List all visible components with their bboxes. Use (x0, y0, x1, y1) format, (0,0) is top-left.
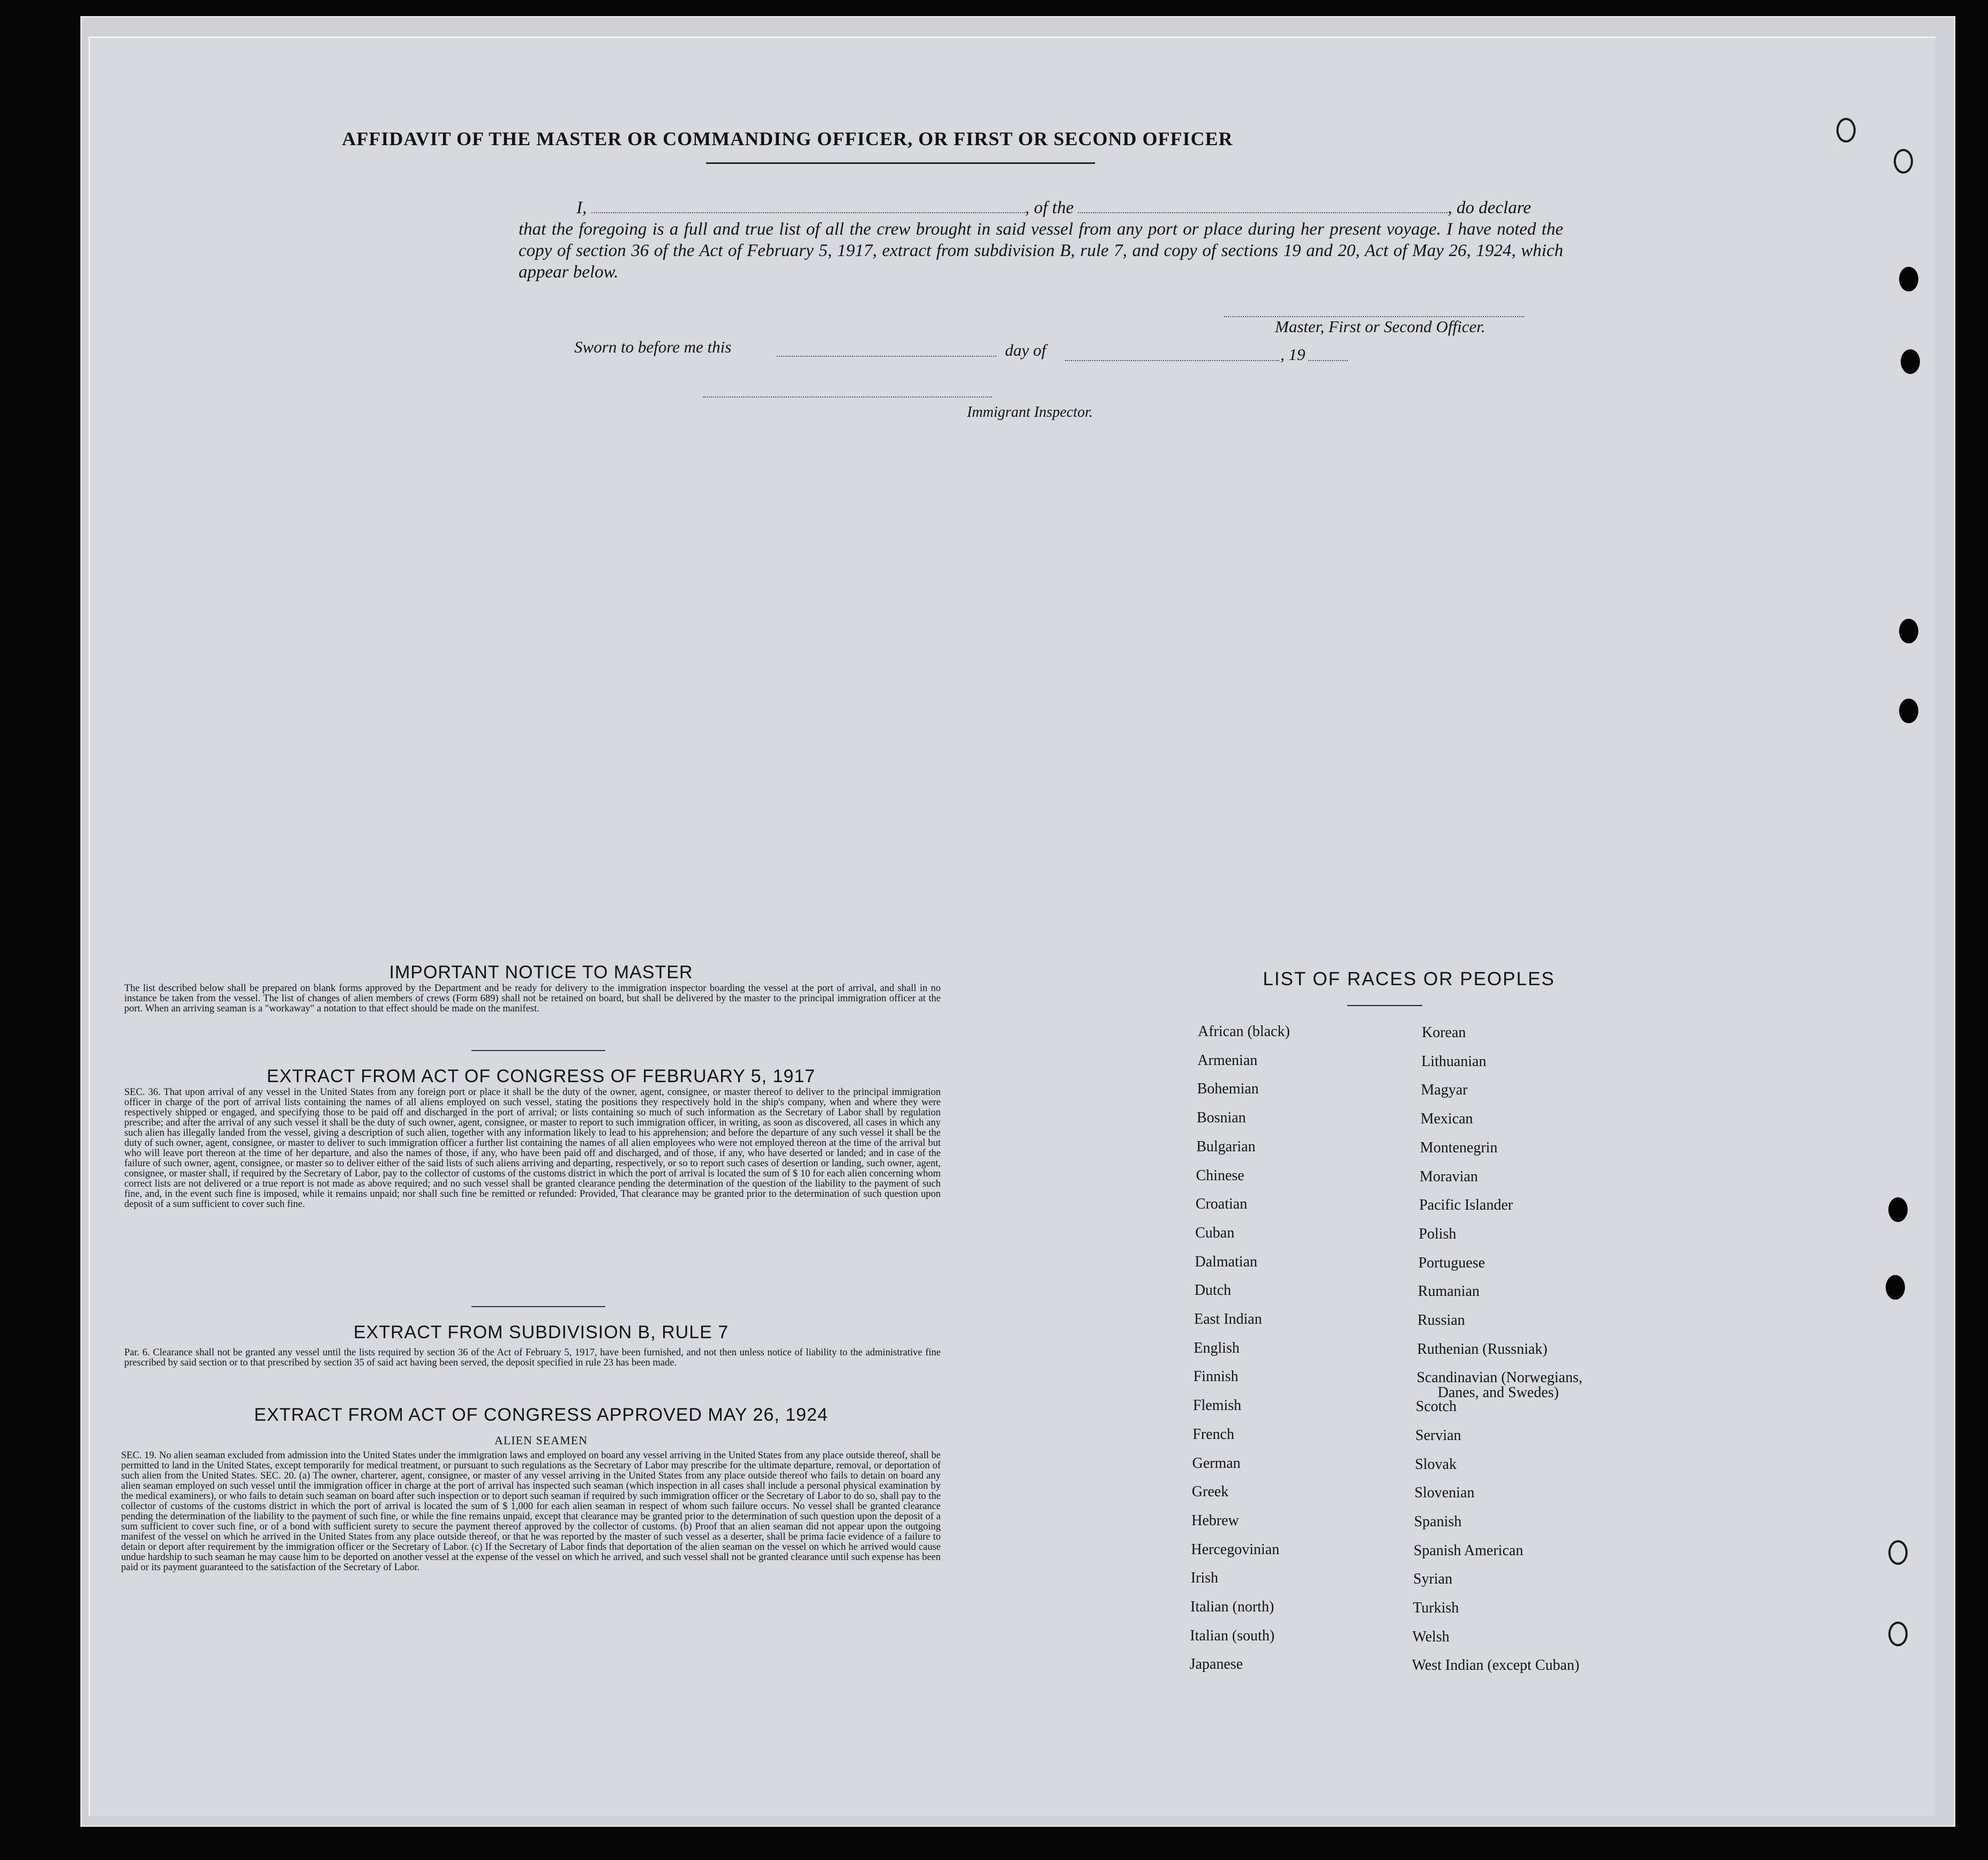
race-entry: Dutch (1194, 1282, 1232, 1299)
race-entry: Ruthenian (Russniak) (1417, 1340, 1548, 1358)
race-entry: Montenegrin (1420, 1139, 1498, 1156)
affidavit-statement (519, 197, 1563, 283)
race-entry: Italian (south) (1190, 1627, 1275, 1644)
name-blank[interactable] (591, 197, 1025, 213)
race-entry: Scandinavian (Norwegians, (1416, 1369, 1582, 1386)
race-entry: Pacific Islander (1419, 1197, 1513, 1214)
extract-1924-heading: EXTRACT FROM ACT OF CONGRESS APPROVED MAY 26, 1924 (254, 1405, 828, 1425)
race-entry: Danes, and Swedes) (1437, 1384, 1559, 1401)
race-entry: Hebrew (1191, 1512, 1239, 1529)
sworn-month-blank[interactable] (1065, 360, 1279, 361)
race-entry: Portuguese (1418, 1254, 1486, 1271)
day-of-label: day of (1005, 341, 1046, 359)
race-entry: Polish (1419, 1225, 1457, 1242)
sworn-label: Sworn to before me this (574, 338, 732, 356)
vessel-blank[interactable] (1078, 197, 1447, 213)
race-entry: German (1192, 1454, 1241, 1472)
races-title-rule (1347, 1005, 1422, 1006)
extract-1917-heading: EXTRACT FROM ACT OF CONGRESS OF FEBRUARY 5, 1917 (266, 1066, 816, 1086)
punch-hole (1899, 699, 1918, 723)
race-entry: Flemish (1192, 1397, 1242, 1414)
race-entry: East Indian (1194, 1311, 1262, 1328)
punch-hole (1888, 1540, 1908, 1565)
race-entry: Syrian (1413, 1571, 1453, 1588)
race-entry: Slovak (1415, 1456, 1457, 1473)
declaration-line (519, 197, 1563, 219)
punch-hole (1894, 149, 1913, 174)
race-entry: French (1192, 1426, 1234, 1443)
race-entry: Chinese (1196, 1167, 1244, 1184)
race-entry: Bulgarian (1196, 1138, 1256, 1155)
rule7-heading: EXTRACT FROM SUBDIVISION B, RULE 7 (353, 1322, 729, 1342)
race-entry: Mexican (1420, 1111, 1473, 1128)
race-entry: Japanese (1189, 1656, 1243, 1673)
race-entry: Welsh (1412, 1628, 1450, 1645)
race-entry: African (black) (1198, 1023, 1290, 1040)
race-entry: Korean (1422, 1024, 1466, 1041)
race-entry: Italian (north) (1190, 1599, 1274, 1615)
race-entry: Finnish (1193, 1368, 1239, 1385)
race-entry: Greek (1191, 1483, 1229, 1501)
extract-1917-body: SEC. 36. That upon arrival of any vessel in the United States from any foreign port or place it shall be the duty of the owner, agent, consignee, or master thereof to deliver to the principal immigration officer in charge of the port of arrival lists containing the names of all aliens employed on such vessel, stating the positions they respectively hold in the ship's company, when and where they were respectively shipped or engaged, and specifying those to be paid off and discharged in the port of arrival; or lists containing so much of such information as the Secretary of Labor shall by regulation prescribe; and after the arrival of any such vessel it shall be the duty of such owner, agent, consignee, or master to report to such immigration officer, in writing, as soon as discovered, all cases in which any such alien has illegally landed from the vessel, giving a description of such alien, together with any information likely to lead to his apprehension; and before the departure of any such vessel it shall be the duty of such owner, agent, consignee, or master to deliver to such immigration officer a further list containing the names of all alien employees who were not employed thereon at the time of the arrival but who will leave port thereon at the time of her departure, and also the names of those, if any, who have been paid off and discharged, and of those, if any, who have deserted or landed; and in case of the failure of such owner, agent, consignee, or master so to deliver either of the said lists of such aliens arriving and departing, respectively, or so to report such cases of desertion or landing, such owner, agent, consignee, or master shall, if required by the Secretary of Labor, pay to the collector of customs of the customs district in which the port of arrival is located the sum of $ 10 for each alien concerning whom correct lists are not delivered or a true report is not made as above required; and no such vessel shall be granted clearance pending the determination of the question of the liability to the payment of such fine, and, in the event such fine is imposed, while it remains unpaid; nor shall such fine be remitted or refunded: Provided, That clearance may be granted prior to the determination of such question upon deposit of a sum sufficient to cover such fine. (124, 1087, 941, 1210)
punch-hole (1899, 267, 1918, 291)
of-the-label: , of the (1025, 198, 1074, 218)
race-entry: Spanish American (1413, 1542, 1524, 1559)
inspector-signature-line[interactable] (703, 396, 992, 398)
notice-body: The list described below shall be prepared on blank forms approved by the Department and be ready for delivery to the immigration inspector boarding the vessel at the port of arrival, and shall in no instance be taken from the vessel. The list of changes of alien members of crews (Form 689) shall not be retained on board, but shall be delivered by the master to the principal immigration officer at the port. When an arriving seaman is a "workaway" a notation to that effect should be made on the manifest. (124, 983, 941, 1014)
do-declare-label: , do declare (1447, 198, 1531, 218)
race-entry: Hercegovinian (1191, 1541, 1280, 1558)
punch-hole (1899, 619, 1918, 643)
race-entry: English (1194, 1339, 1240, 1356)
race-entry: Croatian (1195, 1196, 1248, 1213)
punch-hole (1888, 1197, 1908, 1222)
sworn-year-blank[interactable] (1308, 360, 1348, 361)
affidavit-title: AFFIDAVIT OF THE MASTER OR COMMANDING OFFICER, OR FIRST OR SECOND OFFICER (342, 128, 1233, 149)
rule7-body: Par. 6. Clearance shall not be granted any vessel until the lists required by section 36 of the Act of February 5, 1917, have been furnished, and not then unless notice of liability to the administrative fine prescribed by said section or to that prescribed by section 35 of said act having been served, the deposit specified in rule 23 has been made. (124, 1347, 941, 1368)
race-entry: West Indian (except Cuban) (1412, 1657, 1580, 1674)
affidavit-body: that the foregoing is a full and true list of all the crew brought in said vessel from any port or place during her present voyage. I have noted the copy of section 36 of the Act of February 5, 1917, extract from subdivision B, rule 7, and copy of sections 19 and 20, Act of May 26, 1924, which appear below. (519, 220, 1563, 282)
race-entry: Turkish (1413, 1600, 1459, 1616)
race-entry: Magyar (1421, 1082, 1468, 1099)
punch-hole (1888, 1622, 1908, 1646)
notice-heading: IMPORTANT NOTICE TO MASTER (389, 962, 693, 982)
i-label: I, (576, 198, 587, 218)
race-entry: Russian (1417, 1312, 1465, 1329)
race-entry: Armenian (1197, 1052, 1258, 1069)
race-entry: Rumanian (1417, 1283, 1480, 1300)
race-entry: Cuban (1195, 1224, 1235, 1241)
race-entry: Moravian (1420, 1168, 1478, 1185)
race-entry: Bohemian (1197, 1081, 1259, 1098)
year-label: , 19 (1280, 345, 1306, 364)
race-entry: Irish (1190, 1570, 1219, 1587)
title-rule (706, 162, 1095, 164)
race-entry: Slovenian (1414, 1484, 1475, 1502)
race-entry: Scotch (1415, 1398, 1457, 1415)
section-divider (471, 1306, 605, 1307)
section-divider (471, 1050, 605, 1051)
alien-seamen-subheading: ALIEN SEAMEN (494, 1434, 588, 1447)
race-entry: Spanish (1414, 1513, 1462, 1530)
sworn-day-blank[interactable] (777, 356, 996, 357)
punch-hole (1901, 349, 1920, 374)
punch-hole (1886, 1275, 1905, 1300)
race-entry: Lithuanian (1421, 1053, 1487, 1070)
races-title: LIST OF RACES OR PEOPLES (1263, 969, 1555, 989)
race-entry: Servian (1415, 1427, 1461, 1444)
race-entry: Dalmatian (1195, 1253, 1258, 1270)
punch-hole (1836, 118, 1856, 142)
extract-1924-body: SEC. 19. No alien seaman excluded from admission into the United States under the immigration laws and employed on board any vessel arriving in the United States from any place outside thereof, shall be permitted to land in the United States, except temporarily for medical treatment, or pursuant to such regulations as the Secretary of Labor may prescribe for the ultimate departure, removal, or deportation of such alien from the United States. SEC. 20. (a) The owner, charterer, agent, consignee, or master of any vessel arriving in the United States from any place outside thereof who fails to detain on board any alien seaman employed on such vessel until the immigration officer in charge at the port of arrival has inspected such seaman (which inspection in all cases shall include a personal physical examination by the medical examiners), or who fails to detain such seaman on board after such inspection or to deport such seaman if required by such immigration officer or the Secretary of Labor to do so, shall pay to the collector of customs of the customs district in which the port of arrival is located the sum of $ 1,000 for each alien seaman in respect of whom such failure occurs. No vessel shall be granted clearance pending the determination of the liability to the payment of such fine, or while the fine remains unpaid, except that clearance may be granted prior to the determination of such question upon the deposit of a sum sufficient to cover such fine, or of a bond with sufficient surety to secure the payment thereof approved by the collector of customs. (b) Proof that an alien seaman did not appear upon the outgoing manifest of the vessel on which he arrived in the United States from any place outside thereof, or that he was reported by the master of such vessel as a deserter, shall be prima facie evidence of a failure to detain or deport after requirement by the immigration officer or the Secretary of Labor. (c) If the Secretary of Labor finds that deportation of the alien seaman on the vessel on which he arrived would cause undue hardship to such seaman he may cause him to be deported on another vessel at the expense of the vessel on which he arrived, and such vessel shall not be granted clearance until such expense has been paid or its payment guaranteed to the satisfaction of the Secretary of Labor. (121, 1450, 941, 1573)
inspector-caption: Immigrant Inspector. (967, 404, 1093, 421)
race-entry: Bosnian (1196, 1109, 1246, 1127)
master-signature-caption: Master, First or Second Officer. (1275, 317, 1486, 336)
